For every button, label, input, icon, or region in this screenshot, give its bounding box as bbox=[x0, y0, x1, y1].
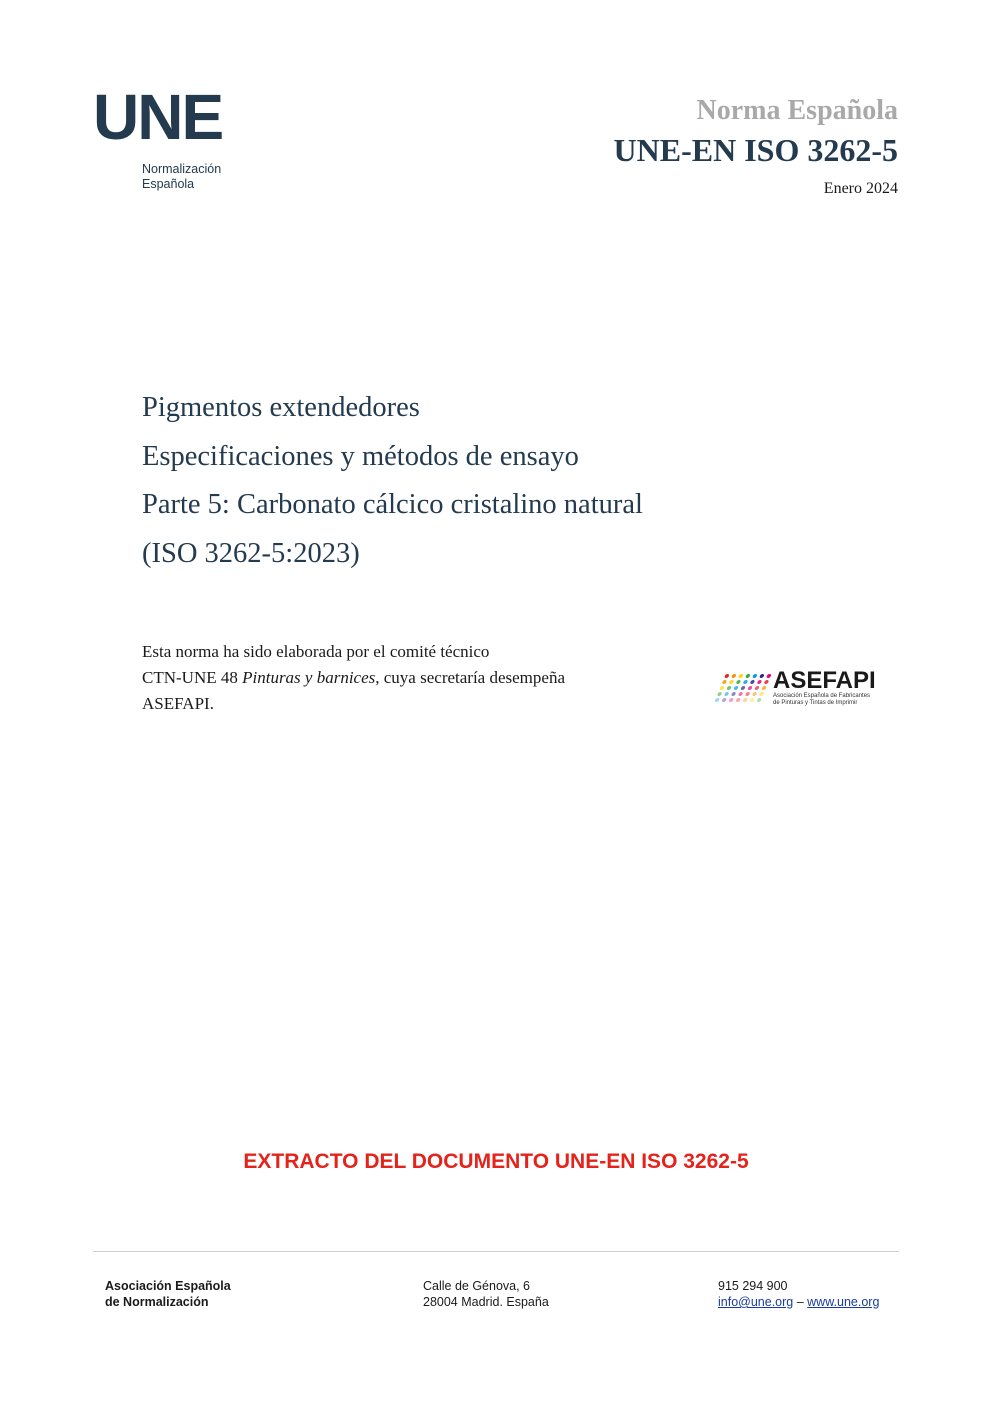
committee-secretariat: , cuya secretaría desempeña bbox=[375, 668, 565, 687]
asefapi-dot bbox=[742, 698, 748, 702]
asefapi-dot bbox=[745, 674, 751, 678]
document-title bbox=[142, 384, 643, 578]
asefapi-dot bbox=[764, 680, 770, 684]
standard-kind: Norma Española bbox=[696, 95, 898, 126]
footer-organization bbox=[105, 1278, 231, 1310]
asefapi-dot bbox=[735, 698, 741, 702]
asefapi-dot bbox=[731, 674, 737, 678]
asefapi-dot bbox=[717, 692, 723, 696]
footer-link-separator: – bbox=[793, 1295, 808, 1309]
standard-code: UNE-EN ISO 3262-5 bbox=[613, 132, 898, 168]
footer-org-line-1: Asociación Española bbox=[105, 1279, 231, 1293]
asefapi-dot bbox=[757, 680, 763, 684]
une-logo bbox=[93, 81, 243, 192]
asefapi-dot bbox=[750, 680, 756, 684]
asefapi-dot bbox=[724, 692, 730, 696]
asefapi-dot bbox=[724, 674, 730, 678]
asefapi-dot bbox=[749, 698, 755, 702]
asefapi-dot bbox=[736, 680, 742, 684]
footer-contact bbox=[718, 1278, 879, 1310]
asefapi-dot bbox=[729, 680, 735, 684]
footer-address-line-2: 28004 Madrid. España bbox=[423, 1295, 549, 1309]
asefapi-name: ASEFAPI bbox=[773, 667, 876, 694]
footer-address bbox=[423, 1278, 549, 1310]
title-line-4: (ISO 3262-5:2023) bbox=[142, 537, 360, 569]
asefapi-dot bbox=[728, 698, 734, 702]
asefapi-dot bbox=[752, 692, 758, 696]
title-line-1: Pigmentos extendedores bbox=[142, 392, 420, 423]
asefapi-dot bbox=[754, 686, 760, 690]
standard-date: Enero 2024 bbox=[823, 180, 898, 197]
asefapi-dot bbox=[740, 686, 746, 690]
asefapi-logo bbox=[720, 669, 876, 707]
title-line-3: Parte 5: Carbonato cálcico cristalino natural bbox=[142, 489, 643, 520]
committee-name: Pinturas y barnices bbox=[242, 668, 376, 687]
asefapi-dot bbox=[714, 698, 720, 702]
footer-address-line-1: Calle de Génova, 6 bbox=[423, 1279, 531, 1293]
asefapi-dot bbox=[721, 698, 727, 702]
email-link[interactable]: info@une.org bbox=[718, 1295, 794, 1309]
footer-phone: 915 294 900 bbox=[718, 1279, 788, 1293]
standard-header bbox=[614, 94, 898, 198]
asefapi-dot bbox=[733, 686, 739, 690]
title-line-2: Especificaciones y métodos de ensayo bbox=[142, 440, 579, 472]
committee-line-3: ASEFAPI. bbox=[142, 694, 214, 713]
footer-divider bbox=[93, 1251, 899, 1252]
asefapi-dot bbox=[766, 674, 772, 678]
asefapi-dots-icon bbox=[714, 674, 772, 702]
committee-line-2 bbox=[142, 665, 682, 691]
asefapi-dot bbox=[761, 686, 767, 690]
asefapi-dot bbox=[747, 686, 753, 690]
footer-org-line-2: de Normalización bbox=[105, 1295, 209, 1309]
asefapi-dot bbox=[738, 692, 744, 696]
logo-line-1: Normalización bbox=[142, 162, 222, 176]
asefapi-desc-2: de Pinturas y Tintas de Imprimir bbox=[773, 700, 858, 706]
asefapi-dot bbox=[731, 692, 737, 696]
une-logo-mark: UNE bbox=[93, 81, 223, 153]
asefapi-dot bbox=[756, 698, 762, 702]
asefapi-desc-1: Asociación Española de Fabricantes bbox=[773, 693, 871, 699]
asefapi-dot bbox=[726, 686, 732, 690]
asefapi-dot bbox=[722, 680, 728, 684]
footer-links bbox=[718, 1294, 879, 1310]
une-logo-subtitle bbox=[142, 162, 243, 192]
asefapi-dot bbox=[752, 674, 758, 678]
logo-line-2: Española bbox=[142, 177, 195, 191]
asefapi-dot bbox=[745, 692, 751, 696]
asefapi-dot bbox=[759, 692, 765, 696]
asefapi-dot bbox=[759, 674, 765, 678]
asefapi-dot bbox=[719, 686, 725, 690]
extract-notice: EXTRACTO DEL DOCUMENTO UNE-EN ISO 3262-5 bbox=[243, 1150, 749, 1173]
committee-code: CTN-UNE 48 bbox=[142, 668, 243, 687]
asefapi-dot bbox=[738, 674, 744, 678]
committee-statement bbox=[142, 639, 682, 717]
website-link[interactable]: www.une.org bbox=[807, 1295, 880, 1309]
committee-line-1: Esta norma ha sido elaborada por el comité técnico bbox=[142, 642, 490, 661]
asefapi-dot bbox=[743, 680, 749, 684]
